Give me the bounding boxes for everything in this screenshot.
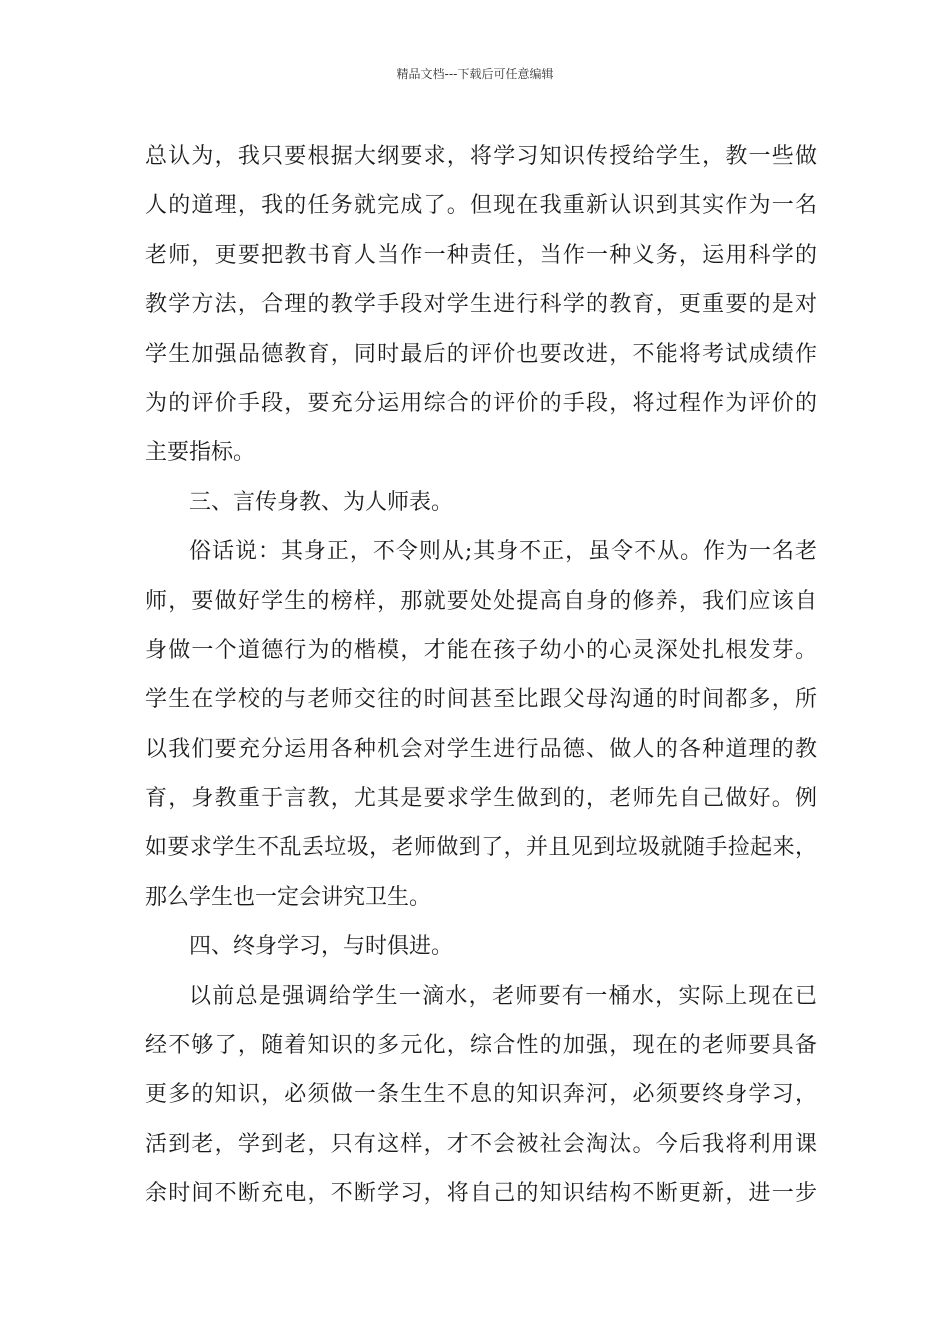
- text-line: 三、言传身教、为人师表。: [189, 489, 454, 515]
- text-line: 师，要做好学生的榜样，那就要处处提高自身的修养，我们应该自: [145, 588, 817, 614]
- text-line: 如要求学生不乱丢垃圾，老师做到了，并且见到垃圾就随手捡起来，: [145, 835, 817, 861]
- text-line: 四、终身学习，与时俱进。: [189, 934, 454, 960]
- text-line: 那么学生也一定会讲究卫生。: [145, 884, 432, 910]
- text-line: 经不够了，随着知识的多元化，综合性的加强，现在的老师要具备: [145, 1033, 817, 1059]
- body-text: [145, 132, 817, 1219]
- text-line: 活到老，学到老，只有这样，才不会被社会淘汰。今后我将利用课: [145, 1131, 817, 1157]
- page-header: 精品文档---下载后可任意编辑: [396, 67, 554, 81]
- text-line: 学生加强品德教育，同时最后的评价也要改进，不能将考试成绩作: [145, 341, 817, 367]
- text-line: 老师，更要把教书育人当作一种责任，当作一种义务，运用科学的: [145, 242, 817, 268]
- text-line: 身做一个道德行为的楷模，才能在孩子幼小的心灵深处扎根发芽。: [145, 637, 817, 663]
- text-line: 更多的知识，必须做一条生生不息的知识奔河，必须要终身学习，: [145, 1082, 817, 1108]
- text-line: 俗话说：其身正，不令则从;其身不正，虽令不从。作为一名老: [189, 539, 817, 565]
- text-line: 以前总是强调给学生一滴水，老师要有一桶水，实际上现在已: [189, 983, 817, 1009]
- text-line: 为的评价手段，要充分运用综合的评价的手段，将过程作为评价的: [145, 390, 817, 416]
- text-line: 余时间不断充电，不断学习，将自己的知识结构不断更新，进一步: [145, 1181, 817, 1207]
- text-line: 学生在学校的与老师交往的时间甚至比跟父母沟通的时间都多，所: [145, 687, 817, 713]
- text-line: 主要指标。: [145, 440, 256, 466]
- text-line: 总认为，我只要根据大纲要求，将学习知识传授给学生，教一些做: [145, 144, 817, 169]
- text-line: 教学方法，合理的教学手段对学生进行科学的教育，更重要的是对: [145, 292, 817, 318]
- text-line: 育，身教重于言教，尤其是要求学生做到的，老师先自己做好。例: [145, 786, 817, 812]
- text-line: 人的道理，我的任务就完成了。但现在我重新认识到其实作为一名: [145, 193, 817, 219]
- text-line: 以我们要充分运用各种机会对学生进行品德、做人的各种道理的教: [145, 736, 817, 762]
